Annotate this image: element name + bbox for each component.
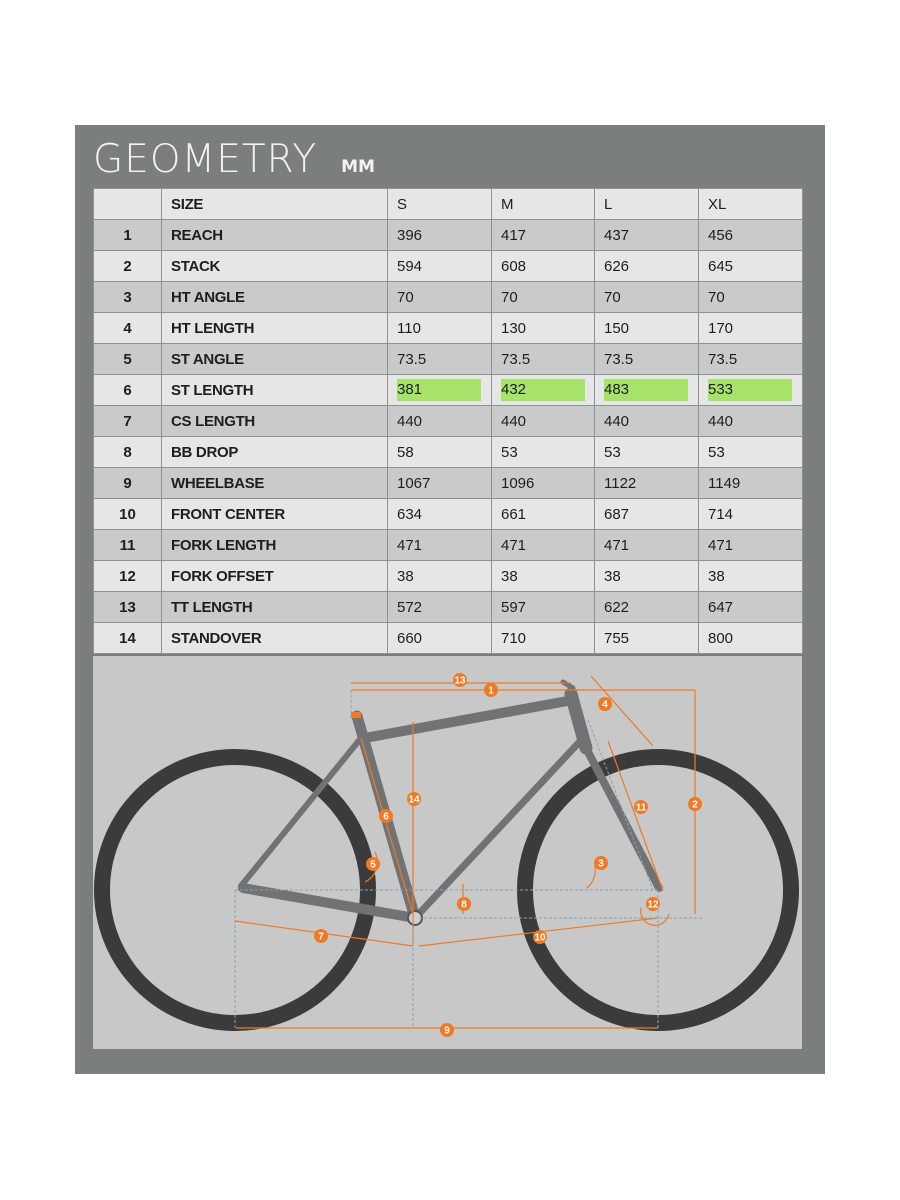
row-value: 53 bbox=[595, 437, 699, 468]
row-number: 11 bbox=[94, 530, 162, 561]
row-label: STACK bbox=[162, 251, 388, 282]
row-value: 53 bbox=[699, 437, 803, 468]
highlighted-value: 432 bbox=[501, 379, 585, 401]
row-label: WHEELBASE bbox=[162, 468, 388, 499]
row-label: FORK LENGTH bbox=[162, 530, 388, 561]
table-row bbox=[94, 623, 803, 654]
row-value: 471 bbox=[595, 530, 699, 561]
badge-8-label: 8 bbox=[461, 899, 467, 911]
row-value: 130 bbox=[492, 313, 595, 344]
row-value: 437 bbox=[595, 220, 699, 251]
table-row bbox=[94, 282, 803, 313]
row-number: 14 bbox=[94, 623, 162, 654]
row-value: 70 bbox=[699, 282, 803, 313]
badge-6 bbox=[379, 809, 393, 823]
badge-3 bbox=[594, 856, 608, 870]
row-value bbox=[595, 375, 699, 406]
row-value: 634 bbox=[388, 499, 492, 530]
highlighted-value: 533 bbox=[708, 379, 792, 401]
row-value: 38 bbox=[492, 561, 595, 592]
table-header-size-xl: XL bbox=[699, 189, 803, 220]
measurement-lines bbox=[235, 676, 695, 1028]
table-header-num bbox=[94, 189, 162, 220]
row-value: 622 bbox=[595, 592, 699, 623]
row-label: STANDOVER bbox=[162, 623, 388, 654]
row-value: 70 bbox=[388, 282, 492, 313]
row-value: 58 bbox=[388, 437, 492, 468]
badge-12-label: 12 bbox=[647, 899, 659, 911]
row-value: 70 bbox=[492, 282, 595, 313]
header bbox=[93, 131, 375, 189]
row-value: 608 bbox=[492, 251, 595, 282]
row-value: 38 bbox=[388, 561, 492, 592]
highlighted-value: 381 bbox=[397, 379, 481, 401]
row-value: 1149 bbox=[699, 468, 803, 499]
table-row bbox=[94, 561, 803, 592]
row-value: 170 bbox=[699, 313, 803, 344]
row-value: 73.5 bbox=[595, 344, 699, 375]
badge-5 bbox=[366, 857, 380, 871]
badge-7-label: 7 bbox=[318, 931, 324, 943]
badge-9-label: 9 bbox=[444, 1025, 450, 1037]
row-value: 660 bbox=[388, 623, 492, 654]
badge-14 bbox=[407, 792, 421, 806]
table-row bbox=[94, 468, 803, 499]
table-header-size-m: M bbox=[492, 189, 595, 220]
row-label: ST ANGLE bbox=[162, 344, 388, 375]
row-label: REACH bbox=[162, 220, 388, 251]
row-value: 440 bbox=[595, 406, 699, 437]
badge-10-label: 10 bbox=[534, 932, 546, 944]
row-value: 594 bbox=[388, 251, 492, 282]
table-row bbox=[94, 530, 803, 561]
badge-1-label: 1 bbox=[488, 685, 494, 697]
row-label: TT LENGTH bbox=[162, 592, 388, 623]
row-value: 396 bbox=[388, 220, 492, 251]
row-value: 1122 bbox=[595, 468, 699, 499]
table-row bbox=[94, 375, 803, 406]
row-value: 53 bbox=[492, 437, 595, 468]
badge-3-label: 3 bbox=[598, 858, 604, 870]
bike-geometry-diagram bbox=[93, 656, 802, 1049]
row-value: 417 bbox=[492, 220, 595, 251]
table-row bbox=[94, 220, 803, 251]
table-row bbox=[94, 313, 803, 344]
bike-frame bbox=[241, 682, 659, 918]
badge-13-label: 13 bbox=[454, 675, 466, 687]
row-value: 70 bbox=[595, 282, 699, 313]
highlighted-value: 483 bbox=[604, 379, 688, 401]
row-value: 471 bbox=[388, 530, 492, 561]
table-row bbox=[94, 251, 803, 282]
row-value: 597 bbox=[492, 592, 595, 623]
row-value: 572 bbox=[388, 592, 492, 623]
row-value: 755 bbox=[595, 623, 699, 654]
badge-2-label: 2 bbox=[692, 799, 698, 811]
row-number: 4 bbox=[94, 313, 162, 344]
row-number: 7 bbox=[94, 406, 162, 437]
badge-7 bbox=[314, 929, 328, 943]
row-value: 73.5 bbox=[388, 344, 492, 375]
seat-post bbox=[351, 712, 361, 718]
row-number: 10 bbox=[94, 499, 162, 530]
badge-4-label: 4 bbox=[602, 699, 608, 711]
row-label: FRONT CENTER bbox=[162, 499, 388, 530]
row-label: HT LENGTH bbox=[162, 313, 388, 344]
row-value: 645 bbox=[699, 251, 803, 282]
row-value: 626 bbox=[595, 251, 699, 282]
badge-2 bbox=[688, 797, 702, 811]
row-value bbox=[492, 375, 595, 406]
badge-11 bbox=[634, 800, 648, 814]
row-value: 1067 bbox=[388, 468, 492, 499]
row-value: 456 bbox=[699, 220, 803, 251]
row-value: 471 bbox=[699, 530, 803, 561]
row-number: 12 bbox=[94, 561, 162, 592]
row-label: BB DROP bbox=[162, 437, 388, 468]
row-value: 440 bbox=[388, 406, 492, 437]
row-label: HT ANGLE bbox=[162, 282, 388, 313]
row-number: 9 bbox=[94, 468, 162, 499]
row-value bbox=[388, 375, 492, 406]
row-value: 110 bbox=[388, 313, 492, 344]
row-value: 687 bbox=[595, 499, 699, 530]
row-value: 661 bbox=[492, 499, 595, 530]
row-value: 150 bbox=[595, 313, 699, 344]
bike-diagram-svg bbox=[93, 656, 802, 1049]
row-value: 73.5 bbox=[699, 344, 803, 375]
row-value: 440 bbox=[699, 406, 803, 437]
row-value: 714 bbox=[699, 499, 803, 530]
table-header-size-l: L bbox=[595, 189, 699, 220]
row-value: 1096 bbox=[492, 468, 595, 499]
badge-1 bbox=[484, 683, 498, 697]
row-number: 13 bbox=[94, 592, 162, 623]
badge-13 bbox=[453, 673, 467, 687]
table-header-size: SIZE bbox=[162, 189, 388, 220]
row-value: 471 bbox=[492, 530, 595, 561]
table-row bbox=[94, 437, 803, 468]
geometry-panel bbox=[75, 125, 825, 1074]
row-number: 8 bbox=[94, 437, 162, 468]
row-number: 5 bbox=[94, 344, 162, 375]
badge-10 bbox=[533, 930, 547, 944]
table-row bbox=[94, 406, 803, 437]
unit-label: MM bbox=[341, 157, 375, 177]
row-label: CS LENGTH bbox=[162, 406, 388, 437]
page-title: GEOMETRY bbox=[93, 137, 318, 182]
row-label: ST LENGTH bbox=[162, 375, 388, 406]
row-value bbox=[699, 375, 803, 406]
badge-9 bbox=[440, 1023, 454, 1037]
row-number: 3 bbox=[94, 282, 162, 313]
row-value: 440 bbox=[492, 406, 595, 437]
badge-14-label: 14 bbox=[408, 794, 420, 806]
geometry-table bbox=[93, 188, 803, 654]
badge-8 bbox=[457, 897, 471, 911]
table-row bbox=[94, 499, 803, 530]
table-header-size-s: S bbox=[388, 189, 492, 220]
table-header-row bbox=[94, 189, 803, 220]
row-value: 38 bbox=[595, 561, 699, 592]
table-row bbox=[94, 344, 803, 375]
row-number: 1 bbox=[94, 220, 162, 251]
badge-5-label: 5 bbox=[370, 859, 376, 871]
table-row bbox=[94, 592, 803, 623]
row-value: 800 bbox=[699, 623, 803, 654]
badge-11-label: 11 bbox=[635, 802, 647, 814]
row-value: 38 bbox=[699, 561, 803, 592]
row-label: FORK OFFSET bbox=[162, 561, 388, 592]
row-value: 710 bbox=[492, 623, 595, 654]
row-value: 73.5 bbox=[492, 344, 595, 375]
badge-6-label: 6 bbox=[383, 811, 389, 823]
badge-12 bbox=[646, 897, 660, 911]
row-number: 6 bbox=[94, 375, 162, 406]
row-value: 647 bbox=[699, 592, 803, 623]
badge-4 bbox=[598, 697, 612, 711]
row-number: 2 bbox=[94, 251, 162, 282]
